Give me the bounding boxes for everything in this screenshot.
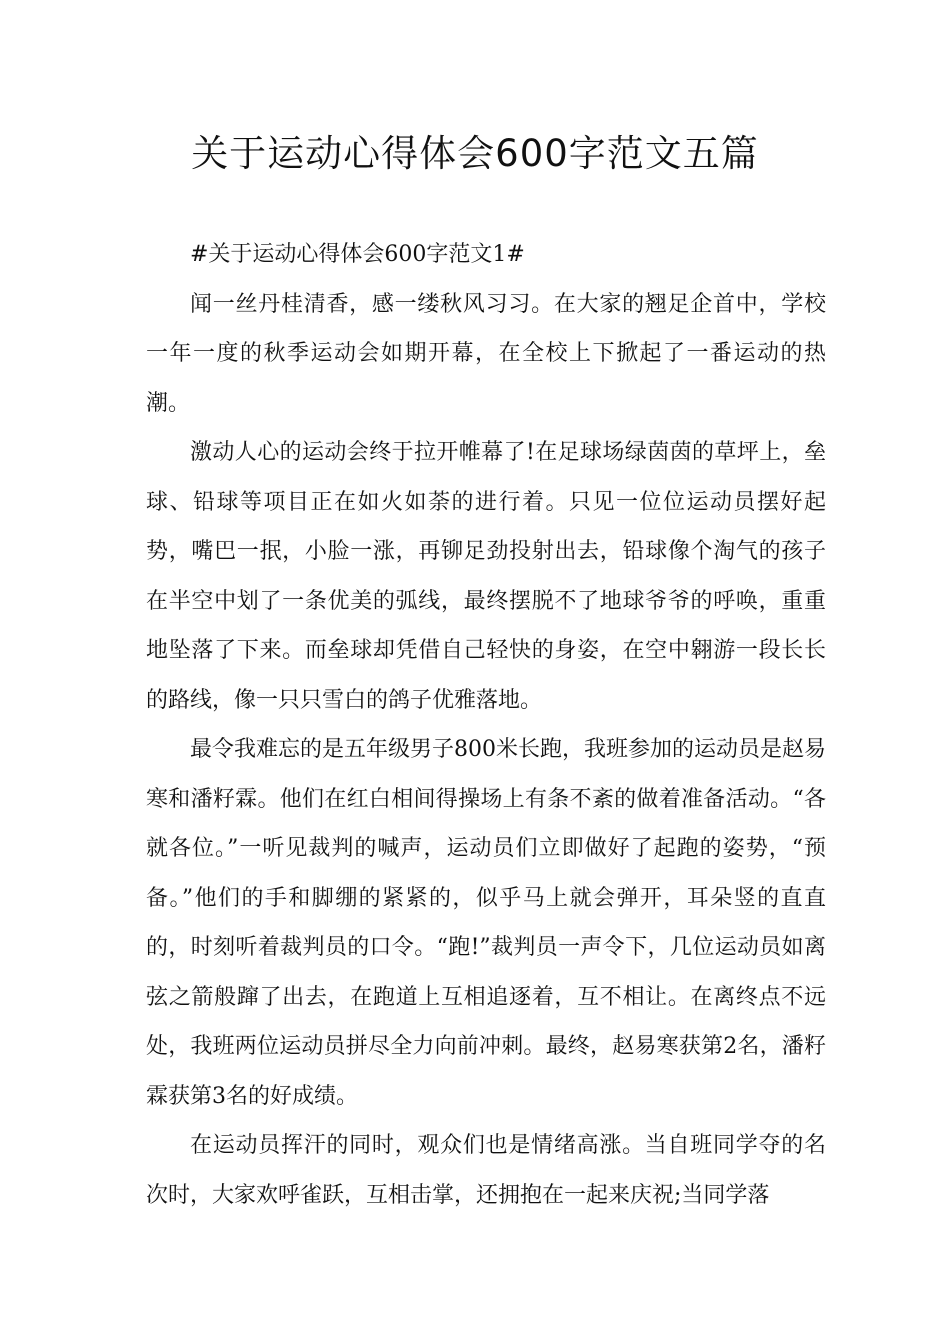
section-heading: #关于运动心得体会600字范文1# — [190, 242, 525, 267]
paragraph: 在运动员挥汗的同时，观众们也是情绪高涨。当自班同学夺的名次时，大家欢呼雀跃，互相击掌，还拥抱在一起来庆祝;当同学落 — [146, 1133, 826, 1208]
paragraph: 闻一丝丹桂清香，感一缕秋风习习。在大家的翘足企首中，学校一年一度的秋季运动会如期开幕，在全校上下掀起了一番运动的热潮。 — [146, 291, 826, 416]
paragraph: 激动人心的运动会终于拉开帷幕了!在足球场绿茵茵的草坪上，垒球、铅球等项目正在如火如荼的进行着。只见一位位运动员摆好起势，嘴巴一抿，小脸一涨，再铆足劲投射出去，铅球像个淘气的孩子在半空中划了一条优美的弧线，最终摆脱不了地球爷爷的呼唤，重重地坠落了下来。而垒球却凭借自己轻快的身姿，在空中翱游一段长长的路线，像一只只雪白的鸽子优雅落地。 — [146, 440, 826, 713]
document-body — [146, 230, 826, 1220]
paragraph: 最令我难忘的是五年级男子800米长跑，我班参加的运动员是赵易寒和潘籽霖。他们在红白相间得操场上有条不紊的做着准备活动。“各就各位。”一听见裁判的喊声，运动员们立即做好了起跑的姿势，“预备。”他们的手和脚绷的紧紧的，似乎马上就会弹开，耳朵竖的直直的，时刻听着裁判员的口令。“跑!”裁判员一声令下，几位运动员如离弦之箭般蹿了出去，在跑道上互相追逐着，互不相让。在离终点不远处，我班两位运动员拼尽全力向前冲刺。最终，赵易寒获第2名，潘籽霖获第3名的好成绩。 — [146, 737, 826, 1109]
document-title: 关于运动心得体会600字范文五篇 — [191, 132, 759, 175]
